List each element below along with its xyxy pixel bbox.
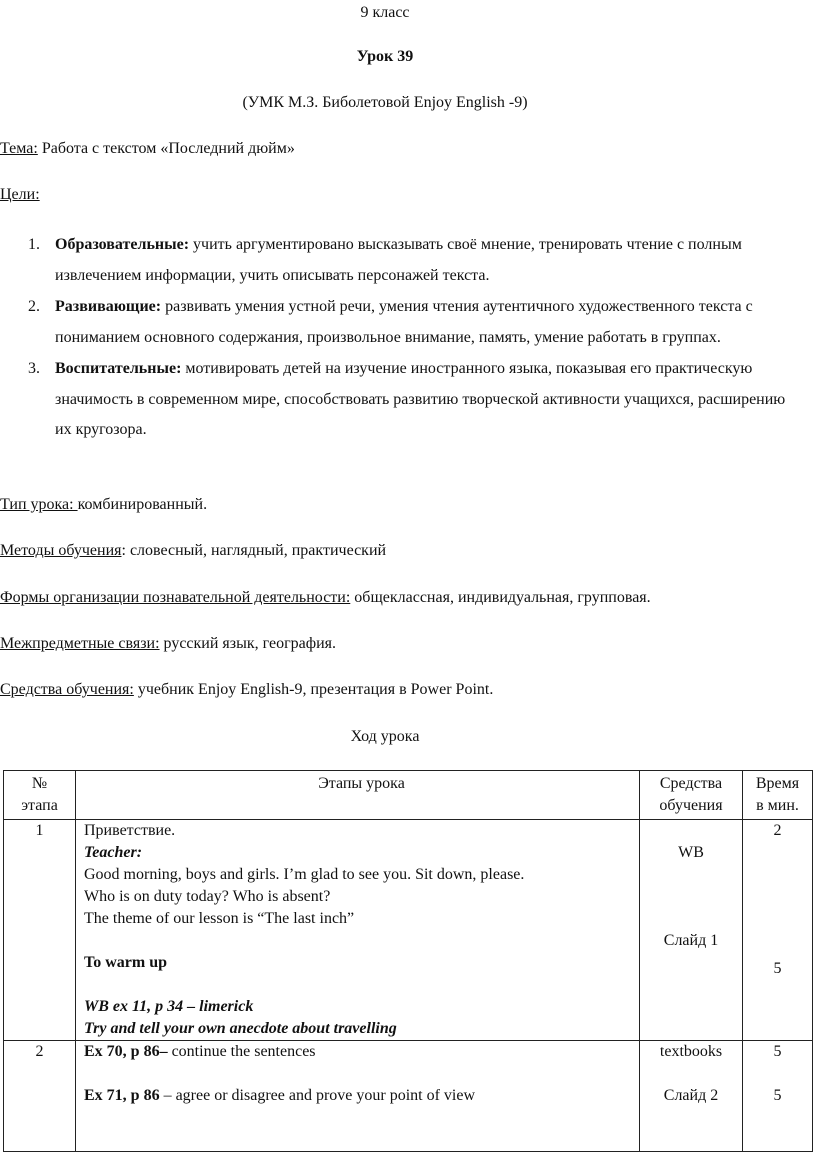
spacer	[640, 886, 742, 908]
spacer	[640, 908, 742, 930]
row-means	[640, 820, 743, 1041]
header-time	[743, 771, 813, 820]
means-slide: Слайд 2	[663, 1087, 719, 1104]
stage-number: 2	[35, 1043, 44, 1060]
means-slide: Слайд 1	[663, 932, 719, 949]
forms-line	[0, 589, 651, 607]
means-textbooks: textbooks	[659, 1043, 723, 1060]
header-num-line2: этапа	[21, 797, 58, 814]
goal-number: 2.	[28, 298, 40, 315]
header-stage-number	[4, 771, 76, 820]
time-value: 5	[773, 1043, 782, 1060]
header-stages-label: Этапы урока	[318, 775, 405, 792]
links-value: русский язык, география.	[159, 635, 337, 652]
lesson-plan-table	[3, 770, 813, 1152]
header-means-line1: Средства	[659, 775, 723, 792]
spacer	[743, 864, 812, 886]
anecdote-task: Try and tell your own anecdote about travelling	[84, 1020, 397, 1037]
row-time	[743, 820, 813, 1041]
forms-value: общеклассная, индивидуальная, групповая.	[350, 589, 651, 606]
greeting-text: Приветствие.	[84, 822, 176, 839]
spacer	[743, 1063, 812, 1085]
header-stages	[76, 771, 640, 820]
links-label: Межпредметные связи:	[0, 635, 160, 652]
goal-item	[0, 292, 790, 353]
teacher-line: Good morning, boys and girls. I’m glad to see you. Sit down, please.	[84, 866, 525, 883]
goals-label: Цели:	[0, 186, 40, 203]
exercise-ref: Ex 71, p 86	[84, 1087, 160, 1104]
row-stage-number	[4, 820, 76, 1041]
header-time-line1: Время	[755, 775, 800, 792]
umk-reference: (УМК М.З. Биболетовой Enjoy English -9)	[242, 94, 528, 111]
header-num-line1: №	[31, 775, 48, 792]
topic-line	[0, 140, 295, 158]
header-time-line2: в мин.	[756, 797, 799, 814]
goal-number: 1.	[28, 236, 40, 253]
means-value: учебник Enjoy English-9, презентация в Power Point.	[133, 681, 494, 698]
lesson-type-label: Тип урока:	[0, 496, 78, 513]
spacer	[640, 1063, 742, 1085]
forms-label: Формы организации познавательной деятельности:	[0, 589, 351, 606]
warm-up-heading: To warm up	[84, 954, 167, 971]
spacer	[743, 930, 812, 952]
spacer	[84, 1063, 639, 1085]
time-value: 5	[773, 960, 782, 977]
spacer	[84, 930, 639, 952]
goal-text: учить аргументировано высказывать своё мнение, тренировать чтение с полным извлечением информации, учить описывать персонажей текста.	[55, 236, 742, 284]
goal-title: Образовательные:	[55, 236, 190, 253]
table-row	[4, 820, 813, 1041]
table-header-row	[4, 771, 813, 820]
goal-number: 3.	[28, 360, 40, 377]
spacer	[743, 908, 812, 930]
methods-line	[0, 542, 386, 560]
teacher-line: The theme of our lesson is “The last inch”	[84, 910, 355, 927]
topic-label: Тема:	[0, 140, 38, 157]
spacer	[743, 842, 812, 864]
means-wb: WB	[678, 844, 704, 861]
means-line	[0, 681, 493, 699]
time-value: 5	[773, 1087, 782, 1104]
lesson-type-value: комбинированный.	[77, 496, 208, 513]
goal-item	[0, 354, 790, 446]
stage-number: 1	[35, 822, 44, 839]
spacer	[640, 864, 742, 886]
header-means-line2: обучения	[659, 797, 723, 814]
time-value: 2	[773, 822, 782, 839]
spacer	[743, 886, 812, 908]
methods-value: : словесный, наглядный, практический	[121, 542, 387, 559]
teacher-label: Teacher:	[84, 844, 143, 861]
course-title: Ход урока	[350, 728, 420, 745]
row-means	[640, 1041, 743, 1152]
grade-label: 9 класс	[360, 4, 410, 21]
means-label: Средства обучения:	[0, 681, 134, 698]
goal-text: мотивировать детей на изучение иностранного языка, показывая его практическую значимость в современном мире, способствовать развитию творческой активности учащихся, расширению их кругозора.	[55, 360, 786, 438]
spacer	[84, 974, 639, 996]
exercise-ref: Ex 70, p 86–	[84, 1043, 168, 1060]
table-row	[4, 1041, 813, 1152]
topic-value: Работа с текстом «Последний дюйм»	[37, 140, 295, 157]
goal-title: Развивающие:	[55, 298, 162, 315]
row-stage-content	[76, 820, 640, 1041]
row-stage-content	[76, 1041, 640, 1152]
goals-list	[0, 230, 790, 447]
spacer	[640, 820, 742, 842]
goal-title: Воспитательные:	[55, 360, 182, 377]
workbook-task: WB ex 11, p 34 – limerick	[84, 998, 254, 1015]
teacher-line: Who is on duty today? Who is absent?	[84, 888, 331, 905]
row-time	[743, 1041, 813, 1152]
exercise-text: continue the sentences	[167, 1043, 316, 1060]
links-line	[0, 635, 336, 653]
lesson-number: Урок 39	[356, 48, 414, 65]
exercise-text: – agree or disagree and prove your point of view	[159, 1087, 476, 1104]
goal-item	[0, 230, 790, 291]
goal-text: развивать умения устной речи, умения чтения аутентичного художественного текста с пониманием основного содержания, произвольное внимание, память, умение работать в группах.	[55, 298, 753, 346]
methods-label: Методы обучения	[0, 542, 122, 559]
row-stage-number	[4, 1041, 76, 1152]
lesson-type-line	[0, 496, 207, 514]
header-means	[640, 771, 743, 820]
